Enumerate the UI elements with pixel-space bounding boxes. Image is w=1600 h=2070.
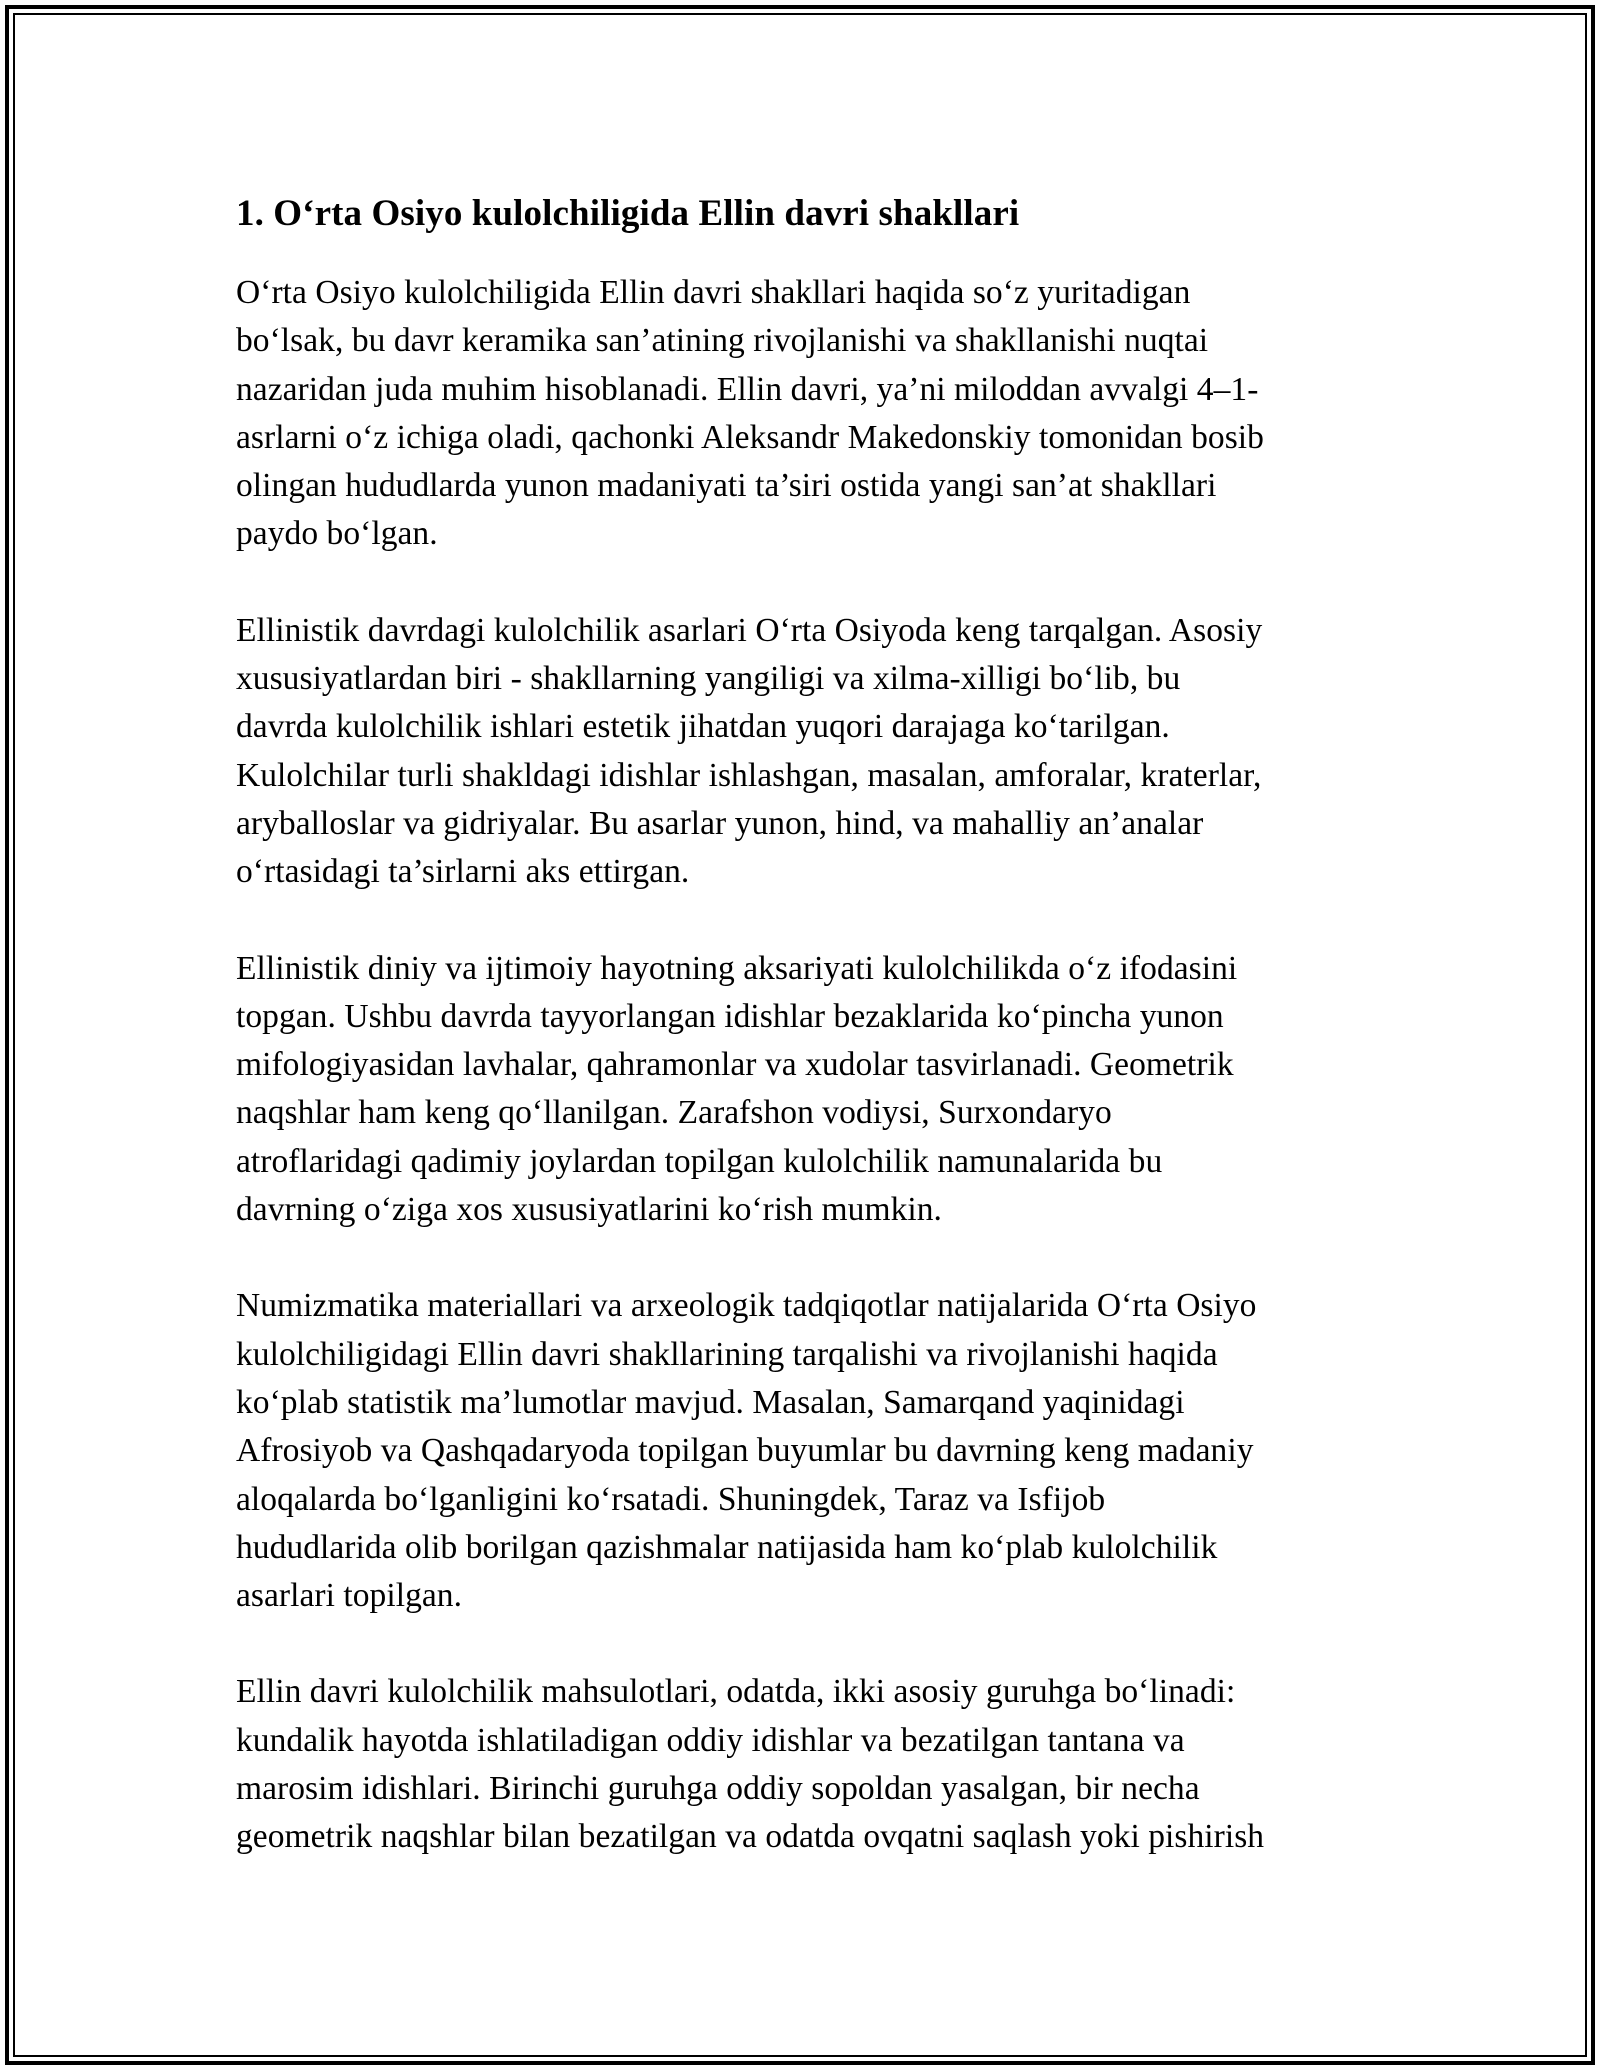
paragraph-line: ko‘plab statistik ma’lumotlar mavjud. Masalan, Samarqand yaqinidagi (236, 1383, 1185, 1421)
paragraph-line: marosim idishlari. Birinchi guruhga oddiy sopoldan yasalgan, bir necha (236, 1770, 1200, 1808)
paragraph-line: davrning o‘ziga xos xususiyatlarini ko‘rish mumkin. (236, 1191, 942, 1229)
paragraph-line: naqshlar ham keng qo‘llanilgan. Zarafshon vodiysi, Surxondaryo (236, 1094, 1112, 1132)
paragraph-line: paydo bo‘lgan. (236, 515, 438, 553)
paragraph-line: kulolchiligidagi Ellin davri shakllarining tarqalishi va rivojlanishi haqida (236, 1335, 1218, 1373)
paragraph-line: Numizmatika materiallari va arxeologik tadqiqotlar natijalarida O‘rta Osiyo (236, 1287, 1257, 1325)
paragraph-line: geometrik naqshlar bilan bezatilgan va odatda ovqatni saqlash yoki pishirish (236, 1818, 1265, 1856)
paragraph-line: aloqalarda bo‘lganligini ko‘rsatadi. Shuningdek, Taraz va Isfijob (236, 1480, 1106, 1518)
paragraph-line: Ellinistik diniy va ijtimoiy hayotning aksariyati kulolchilikda o‘z ifodasini (236, 949, 1238, 987)
paragraph-line: O‘rta Osiyo kulolchiligida Ellin davri shakllari haqida so‘z yuritadigan (236, 274, 1191, 311)
paragraph-line: Ellinistik davrdagi kulolchilik asarlari O‘rta Osiyoda keng tarqalgan. Asosiy (236, 611, 1263, 649)
paragraph-2 (236, 607, 1376, 897)
paragraph-line: bo‘lsak, bu davr keramika san’atining rivojlanishi va shakllanishi nuqtai (236, 322, 1209, 360)
paragraph-line: hududlarida olib borilgan qazishmalar natijasida ham ko‘plab kulolchilik (236, 1528, 1218, 1566)
paragraph-line: Ellin davri kulolchilik mahsulotlari, odatda, ikki asosiy guruhga bo‘linadi: (236, 1673, 1236, 1711)
document-body (236, 186, 1376, 1910)
paragraph-line: atroflaridagi qadimiy joylardan topilgan kulolchilik namunalarida bu (236, 1142, 1163, 1180)
paragraph-line: olingan hududlarda yunon madaniyati ta’siri ostida yangi san’at shakllari (236, 467, 1217, 505)
paragraph-5 (236, 1668, 1376, 1861)
paragraph-line: Kulolchilar turli shakldagi idishlar ishlashgan, masalan, amforalar, kraterlar, (236, 756, 1262, 794)
paragraph-line: asrlarni o‘z ichiga oladi, qachonki Aleksandr Makedonskiy tomonidan bosib (236, 418, 1264, 456)
paragraph-line: davrda kulolchilik ishlari estetik jihatdan yuqori darajaga ko‘tarilgan. (236, 708, 1170, 746)
paragraph-line: kundalik hayotda ishlatiladigan oddiy idishlar va bezatilgan tantana va (236, 1721, 1185, 1759)
paragraph-1 (236, 269, 1376, 559)
paragraph-line: mifologiyasidan lavhalar, qahramonlar va xudolar tasvirlanadi. Geometrik (236, 1046, 1234, 1084)
section-heading: 1. O‘rta Osiyo kulolchiligida Ellin davri shakllari (236, 193, 1020, 234)
paragraph-4 (236, 1282, 1376, 1620)
paragraph-line: asarlari topilgan. (236, 1577, 463, 1615)
paragraph-line: nazaridan juda muhim hisoblanadi. Ellin davri, ya’ni miloddan avvalgi 4–1- (236, 370, 1259, 408)
paragraph-line: aryballoslar va gidriyalar. Bu asarlar yunon, hind, va mahalliy an’analar (236, 804, 1204, 842)
paragraph-line: topgan. Ushbu davrda tayyorlangan idishlar bezaklarida ko‘pincha yunon (236, 997, 1224, 1035)
paragraph-line: xususiyatlardan biri - shakllarning yangiligi va xilma-xilligi bo‘lib, bu (236, 660, 1181, 698)
paragraph-3 (236, 945, 1376, 1235)
paragraph-line: Afrosiyob va Qashqadaryoda topilgan buyumlar bu davrning keng madaniy (236, 1432, 1254, 1470)
paragraph-line: o‘rtasidagi ta’sirlarni aks ettirgan. (236, 853, 690, 891)
